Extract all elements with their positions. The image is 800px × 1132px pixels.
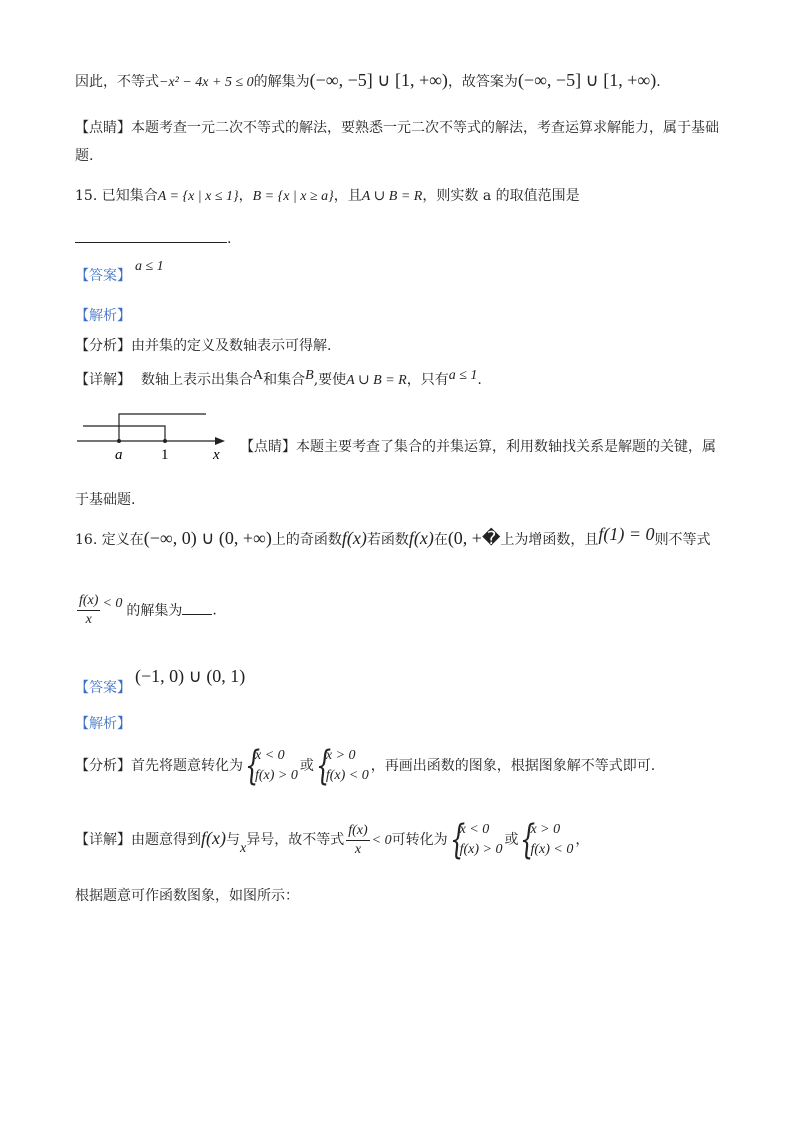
fenxi-text: 首先将题意转化为 <box>131 758 243 774</box>
or-text: 或 <box>504 832 519 848</box>
system-row: x < 0 <box>459 822 490 837</box>
set-a-symbol: A <box>253 368 264 383</box>
dianjing-text: 本题考查一元二次不等式的解法，要熟悉一元二次不等式的解法，考查运算求解能力，属于基础 <box>131 120 719 136</box>
question-text: 则不等式 <box>654 532 711 548</box>
fraction-numerator: f(x) <box>77 592 100 611</box>
conclusion-prefix: 因此，不等式 <box>75 74 159 90</box>
period: . <box>656 74 661 90</box>
figure-intro-text: 根据题意可作函数图象，如图所示： <box>75 888 299 904</box>
question-15 <box>75 186 580 207</box>
or-text: 或 <box>299 758 314 774</box>
period: . <box>477 372 482 388</box>
analysis-tag: 【解析】 <box>75 716 131 732</box>
detail-tag: 【详解】 <box>75 832 131 848</box>
system-row: f(x) > 0 <box>255 768 298 783</box>
less-than-zero: < 0 <box>371 833 392 848</box>
answer-15 <box>75 259 164 284</box>
detail-text: 可转化为 <box>391 832 448 848</box>
conclusion-middle-2: ，故答案为 <box>447 74 518 90</box>
dianjing-text-continued: 题. <box>75 148 94 164</box>
brace-icon: { <box>449 817 465 863</box>
set-a-range <box>83 426 165 441</box>
answer-16 <box>75 666 246 696</box>
fenxi-15 <box>75 336 331 356</box>
dianjing-15-line-2 <box>75 490 135 510</box>
separator: ， <box>238 188 253 204</box>
function-f: f(x) <box>408 528 434 548</box>
function-f: f(x) <box>201 828 226 848</box>
period: . <box>227 231 232 247</box>
question-text: 在 <box>433 532 448 548</box>
answer-blank <box>75 228 227 243</box>
fenxi-text: ，再画出函数的图象，根据图象解不等式即可. <box>370 758 656 774</box>
number-line-figure <box>75 408 235 464</box>
inequality-expression: −x² − 4x + 5 ≤ 0 <box>159 75 254 90</box>
set-b-range <box>119 414 206 441</box>
dianjing-text-continued: 于基础题. <box>75 492 136 508</box>
system-1 <box>449 817 503 863</box>
system-row: f(x) < 0 <box>530 842 574 857</box>
question-text: 若函数 <box>366 532 409 548</box>
dianjing-line-2 <box>75 146 93 166</box>
brace-icon: { <box>315 743 332 789</box>
union-condition: A ∪ B = R <box>346 373 407 388</box>
period: . <box>212 602 217 619</box>
system-row: f(x) < 0 <box>325 768 369 783</box>
fraction-denominator: x <box>85 612 92 627</box>
set-b-symbol: B <box>305 368 314 383</box>
fraction-numerator: f(x) <box>346 822 369 841</box>
axis-arrow-icon <box>215 437 225 445</box>
detail-16 <box>75 814 589 865</box>
question-text: 上为增函数，且 <box>500 532 599 548</box>
detail-text: 和集合 <box>263 372 306 388</box>
point-1 <box>163 439 167 443</box>
question-text: 的解集为 <box>126 602 183 619</box>
analysis-tag: 【解析】 <box>75 308 131 324</box>
fenxi-tag: 【分析】 <box>75 338 131 354</box>
f1-condition: f(1) = 0 <box>598 524 655 544</box>
detail-text: 与 <box>225 832 240 848</box>
system-2 <box>315 743 369 789</box>
question-text: 上的奇函数 <box>271 532 342 548</box>
variable-x: x <box>239 841 247 856</box>
detail-text: ,要使 <box>313 372 347 388</box>
fenxi-tag: 【分析】 <box>75 758 131 774</box>
set-a-definition: A = {x | x ≤ 1} <box>157 189 239 204</box>
domain-expression: (−∞, 0) ∪ (0, +∞) <box>143 528 272 548</box>
answer-blank <box>182 600 212 615</box>
answer-value: a ≤ 1 <box>448 368 478 383</box>
function-f: f(x) <box>341 528 367 548</box>
question-16 <box>75 524 711 550</box>
fenxi-16 <box>75 742 655 790</box>
question-ask: ，则实数 a 的取值范围是 <box>422 188 580 204</box>
detail-text: ，只有 <box>406 372 449 388</box>
question-number: 15. 已知集合 <box>75 188 158 204</box>
system-2 <box>520 817 574 863</box>
detail-text: 由题意得到 <box>131 832 201 848</box>
answer-set: (−∞, −5] ∪ [1, +∞) <box>517 70 657 90</box>
dianjing-line-1 <box>75 118 719 138</box>
less-than-zero: < 0 <box>102 595 123 611</box>
axis-label-1: 1 <box>161 447 169 463</box>
union-condition: A ∪ B = R <box>361 189 423 204</box>
fraction-fx-over-x <box>77 592 100 629</box>
axis-label-x: x <box>213 447 220 463</box>
answer-tag: 【答案】 <box>75 268 131 284</box>
fraction-denominator: x <box>354 841 362 857</box>
conclusion-line <box>75 70 661 93</box>
answer-value: a ≤ 1 <box>135 259 164 274</box>
question-16-inequality <box>75 592 217 630</box>
system-row: x < 0 <box>255 748 285 763</box>
system-row: f(x) > 0 <box>459 842 503 857</box>
point-a <box>117 439 121 443</box>
fenxi-text: 由并集的定义及数轴表示可得解. <box>131 338 332 354</box>
detail-text: 数轴上表示出集合 <box>141 372 253 388</box>
set-b-definition: B = {x | x ≥ a} <box>252 189 334 204</box>
brace-icon: { <box>520 817 536 863</box>
analysis-16 <box>75 714 131 734</box>
system-row: x > 0 <box>530 822 561 837</box>
condition-text: ，且 <box>333 188 362 204</box>
dianjing-tag: 【点睛】 <box>75 120 131 136</box>
answer-tag: 【答案】 <box>75 680 131 696</box>
answer-value: (−1, 0) ∪ (0, 1) <box>135 666 246 686</box>
detail-15 <box>75 370 482 391</box>
solution-set: (−∞, −5] ∪ [1, +∞) <box>309 70 448 90</box>
axis-label-a: a <box>115 447 123 463</box>
system-row: x > 0 <box>325 748 356 763</box>
conclusion-middle: 的解集为 <box>253 74 310 90</box>
answer-blank-line <box>75 228 231 249</box>
analysis-15 <box>75 306 131 326</box>
detail-tag: 【详解】 <box>75 372 131 388</box>
dianjing-tag: 【点睛】 <box>240 439 296 455</box>
brace-icon: { <box>245 743 261 789</box>
comma: ， <box>575 832 590 848</box>
figure-intro-line <box>75 886 299 906</box>
interval-expression: (0, +� <box>447 528 501 548</box>
dianjing-text: 本题主要考查了集合的并集运算，利用数轴找关系是解题的关键，属 <box>296 439 716 455</box>
system-1 <box>245 743 298 789</box>
fraction-fx-over-x <box>346 822 369 859</box>
dianjing-15-line-1 <box>240 437 716 457</box>
detail-text: 异号，故不等式 <box>246 832 345 848</box>
question-number: 16. 定义在 <box>75 532 144 548</box>
